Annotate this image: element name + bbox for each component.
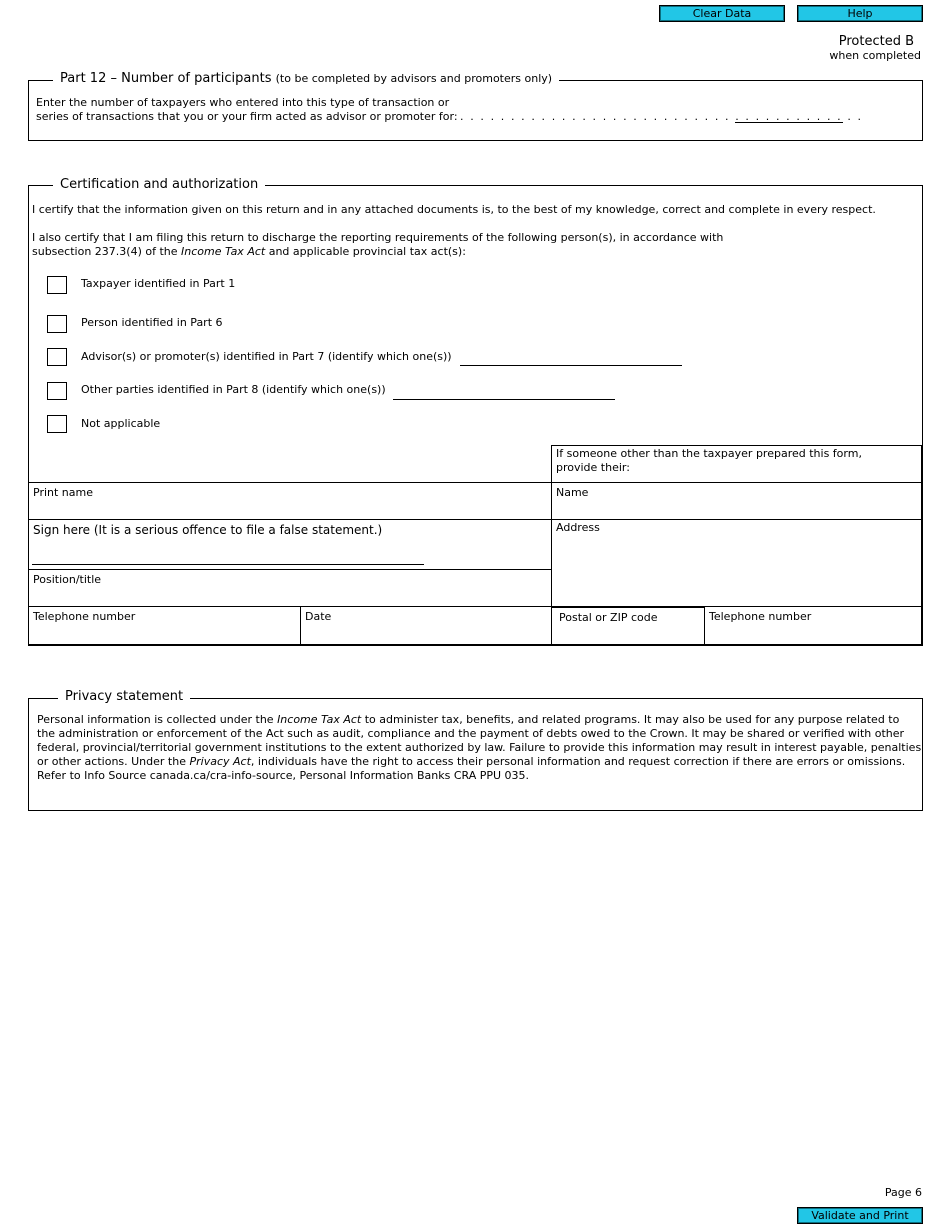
checkbox-advisor-part7[interactable] [47, 348, 67, 366]
sign-here-field[interactable]: Sign here (It is a serious offence to file a false statement.) [28, 519, 552, 570]
checkbox-taxpayer-part1[interactable] [47, 276, 67, 294]
validate-print-button[interactable]: Validate and Print [797, 1207, 923, 1224]
signature-line[interactable] [32, 552, 424, 565]
certify-para2-line1: I also certify that I am filing this return to discharge the reporting requirements of the following person(s), in accordance with [32, 231, 724, 244]
part12-line2: series of transactions that you or your firm acted as advisor or promoter for: [36, 110, 458, 123]
privacy-line4: or other actions. Under the Privacy Act, individuals have the right to access their personal information and request correction if there are errors or omissions. [37, 755, 906, 768]
preparer-telephone-field[interactable]: Telephone number [704, 606, 922, 645]
other-identify-input[interactable] [393, 385, 615, 400]
certify-para1: I certify that the information given on this return and in any attached documents is, to the best of my knowledge, correct and complete in every respect. [32, 203, 876, 216]
preparer-name-field[interactable]: Name [551, 482, 922, 520]
page-number: Page 6 [884, 1186, 922, 1199]
option-label: Taxpayer identified in Part 1 [81, 277, 236, 290]
preparer-note-cell: If someone other than the taxpayer prepared this form, provide their: [551, 445, 922, 483]
option-label: Advisor(s) or promoter(s) identified in Part 7 (identify which one(s)) [81, 350, 452, 363]
privacy-line5: Refer to Info Source canada.ca/cra-info-source, Personal Information Banks CRA PPU 035. [37, 769, 530, 782]
privacy-line2: the administration or enforcement of the Act such as audit, compliance and the payment of debts owed to the Crown. It may be shared or verified with other [37, 727, 905, 740]
part12-line1: Enter the number of taxpayers who entered into this type of transaction or [36, 96, 450, 109]
option-label: Not applicable [81, 417, 161, 430]
option-label: Person identified in Part 6 [81, 316, 223, 329]
participants-input[interactable] [735, 108, 843, 123]
clear-data-button[interactable]: Clear Data [659, 5, 785, 22]
part12-dots: . . . . . . . . . . . . . . . . . . . . . . . . . . . . . . . . . . . . . . . . [460, 110, 863, 123]
checkbox-person-part6[interactable] [47, 315, 67, 333]
part12-title: Part 12 – Number of participants (to be completed by advisors and promoters only) [53, 71, 559, 87]
protected-label: Protected B [838, 34, 914, 49]
privacy-title: Privacy statement [58, 689, 190, 705]
privacy-line3: federal, provincial/territorial government institutions to the extent authorized by law. Failure to provide this information may result in interest payable, penalties [37, 741, 922, 754]
position-title-field[interactable]: Position/title [28, 569, 552, 607]
checkbox-other-part8[interactable] [47, 382, 67, 400]
print-name-field[interactable]: Print name [28, 482, 552, 520]
date-field[interactable]: Date [300, 606, 552, 645]
certification-title: Certification and authorization [53, 177, 265, 193]
option-label: Other parties identified in Part 8 (identify which one(s)) [81, 383, 386, 396]
telephone-field[interactable]: Telephone number [28, 606, 301, 645]
privacy-line1: Personal information is collected under the Income Tax Act to administer tax, benefits, and related programs. It may also be used for any purpose related to [37, 713, 900, 726]
postal-code-field[interactable]: Postal or ZIP code [551, 606, 705, 645]
preparer-address-field[interactable]: Address [551, 519, 922, 607]
when-completed-label: when completed [829, 49, 921, 62]
help-button[interactable]: Help [797, 5, 923, 22]
checkbox-not-applicable[interactable] [47, 415, 67, 433]
advisor-identify-input[interactable] [460, 351, 682, 366]
certify-para2-line2: subsection 237.3(4) of the Income Tax Act and applicable provincial tax act(s): [32, 245, 466, 258]
